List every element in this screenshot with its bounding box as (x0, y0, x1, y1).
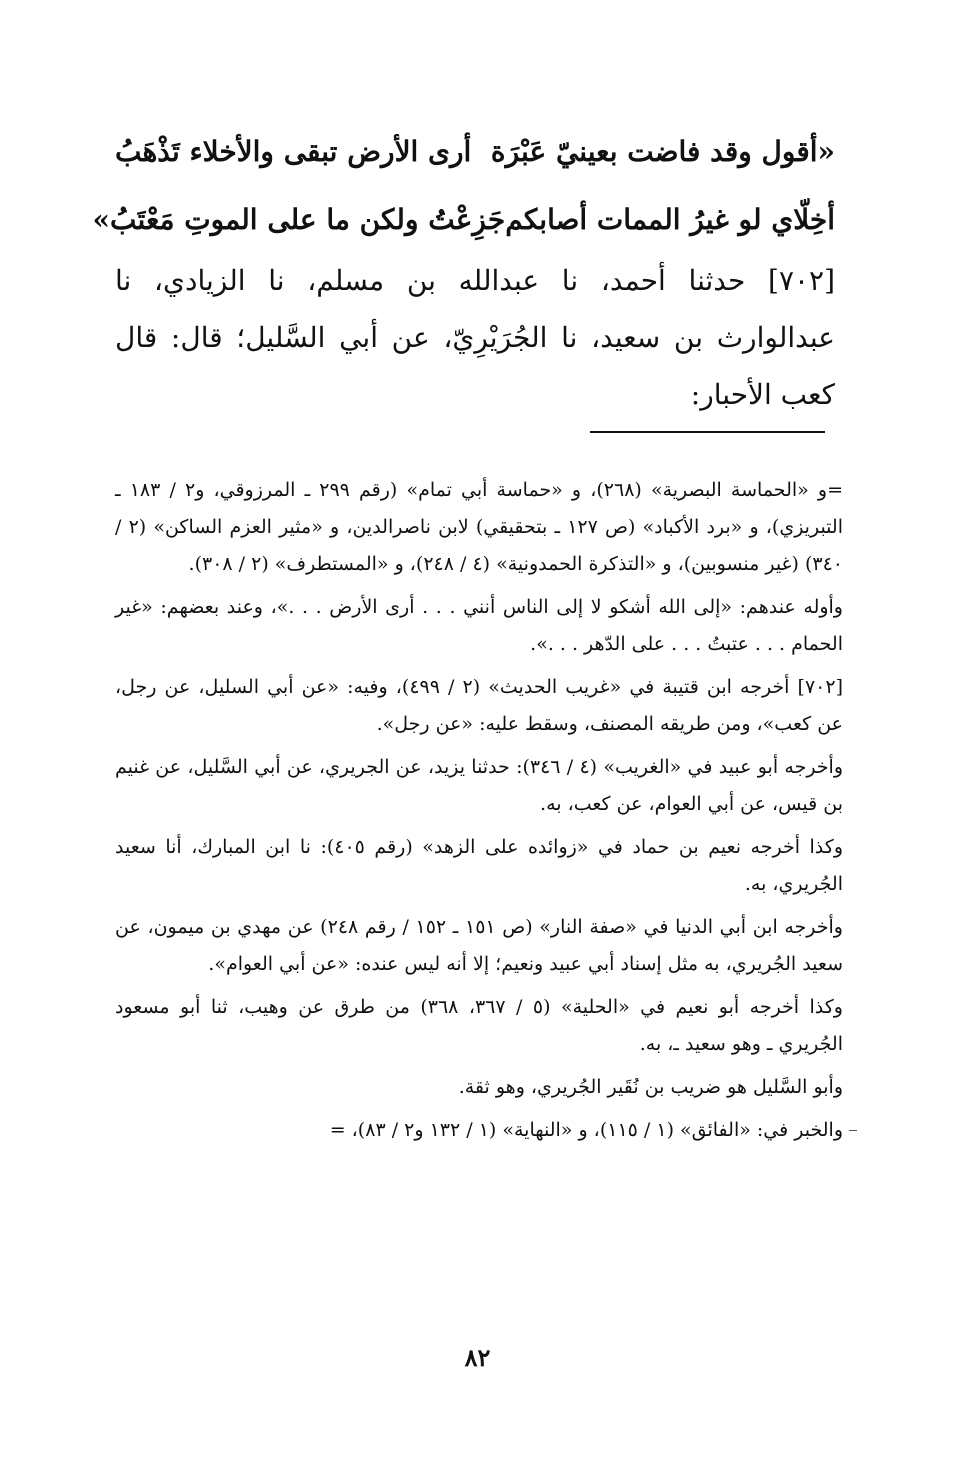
poem-verse (115, 118, 835, 186)
main-paragraph: [٧٠٢] حدثنا أحمد، نا عبدالله بن مسلم، نا الزيادي، نا عبدالوارث بن سعيد، نا الجُرَيْرِيّ، عن أبي السَّليل؛ قال: قال كعب الأحبار: (115, 264, 835, 411)
scan-mark (849, 1130, 857, 1131)
verse-first-hemistich: «أقول وقد فاضت بعينيّ عَبْرَة (490, 135, 835, 168)
verse-second-hemistich: أرى الأرض تبقى والأخلاء تَذْهَبُ (115, 135, 472, 168)
footnote-paragraph: وأبو السَّليل هو ضريب بن نُقَير الجُريري، وهو ثقة. (458, 1076, 843, 1098)
poem-verse (92, 186, 835, 254)
footnote-separator (590, 431, 825, 433)
footnote-paragraph: وأخرجه أبو عبيد في «الغريب» (٤ / ٣٤٦): حدثنا يزيد، عن الجريري، عن أبي السَّليل، عن غنيم بن قيس، عن أبي العوام، عن كعب، به. (115, 756, 844, 815)
verse-first-hemistich: أخِلّاي لو غيرُ الممات أصابكم (505, 203, 835, 236)
verse-second-hemistich: جَزِعْتُ ولكن ما على الموتِ مَعْتَبُ» (92, 203, 506, 236)
footnote-paragraph: =و «الحماسة البصرية» (٢٦٨)، و «حماسة أبي تمام» (رقم ٢٩٩ ـ المرزوقي، و٢ / ١٨٣ ـ التبريزي)، و «برد الأكباد» (ص ١٢٧ ـ بتحقيقي) لابن ناصرالدين، و «مثير العزم الساكن» (٢ / ٣٤٠) (غير منسوبين)، و «التذكرة الحمدونية» (٤ / ٢٤٨)، و «المستطرف» (٢ / ٣٠٨). (115, 479, 843, 575)
poem (92, 118, 835, 254)
footnote-paragraph: وأوله عندهم: «إلى الله أشكو لا إلى الناس أنني . . . أرى الأرض . . .»، وعند بعضهم: «غير الحمام . . . عتبتُ . . . على الدّهر . . .». (115, 596, 843, 655)
footnote-paragraph: والخبر في: «الفائق» (١ / ١١٥)، و «النهاية» (١ / ١٣٢ و٢ / ٨٣)، = (329, 1119, 843, 1141)
footnote-paragraph: [٧٠٢] أخرجه ابن قتيبة في «غريب الحديث» (٢ / ٤٩٩)، وفيه: «عن أبي السليل، عن رجل، عن كعب»، ومن طريقه المصنف، وسقط عليه: «عن رجل». (115, 676, 844, 735)
footnotes (115, 472, 843, 1155)
footnote-paragraph: وكذا أخرجه نعيم بن حماد في «زوائده على الزهد» (رقم ٤٠٥): نا ابن المبارك، أنا سعيد الجُريري، به. (115, 836, 843, 895)
footnote-paragraph: وأخرجه ابن أبي الدنيا في «صفة النار» (ص ١٥١ ـ ١٥٢ / رقم ٢٤٨) عن مهدي بن ميمون، عن سعيد الجُريري، به مثل إسناد أبي عبيد ونعيم؛ إلا أنه ليس عنده: «عن أبي العوام». (115, 916, 843, 975)
footnote-paragraph: وكذا أخرجه أبو نعيم في «الحلية» (٥ / ٣٦٧، ٣٦٨) من طرق عن وهيب، ثنا أبو مسعود الجُريري ـ وهو سعيد ـ، به. (115, 996, 843, 1055)
page-number: ٨٢ (464, 1343, 491, 1372)
